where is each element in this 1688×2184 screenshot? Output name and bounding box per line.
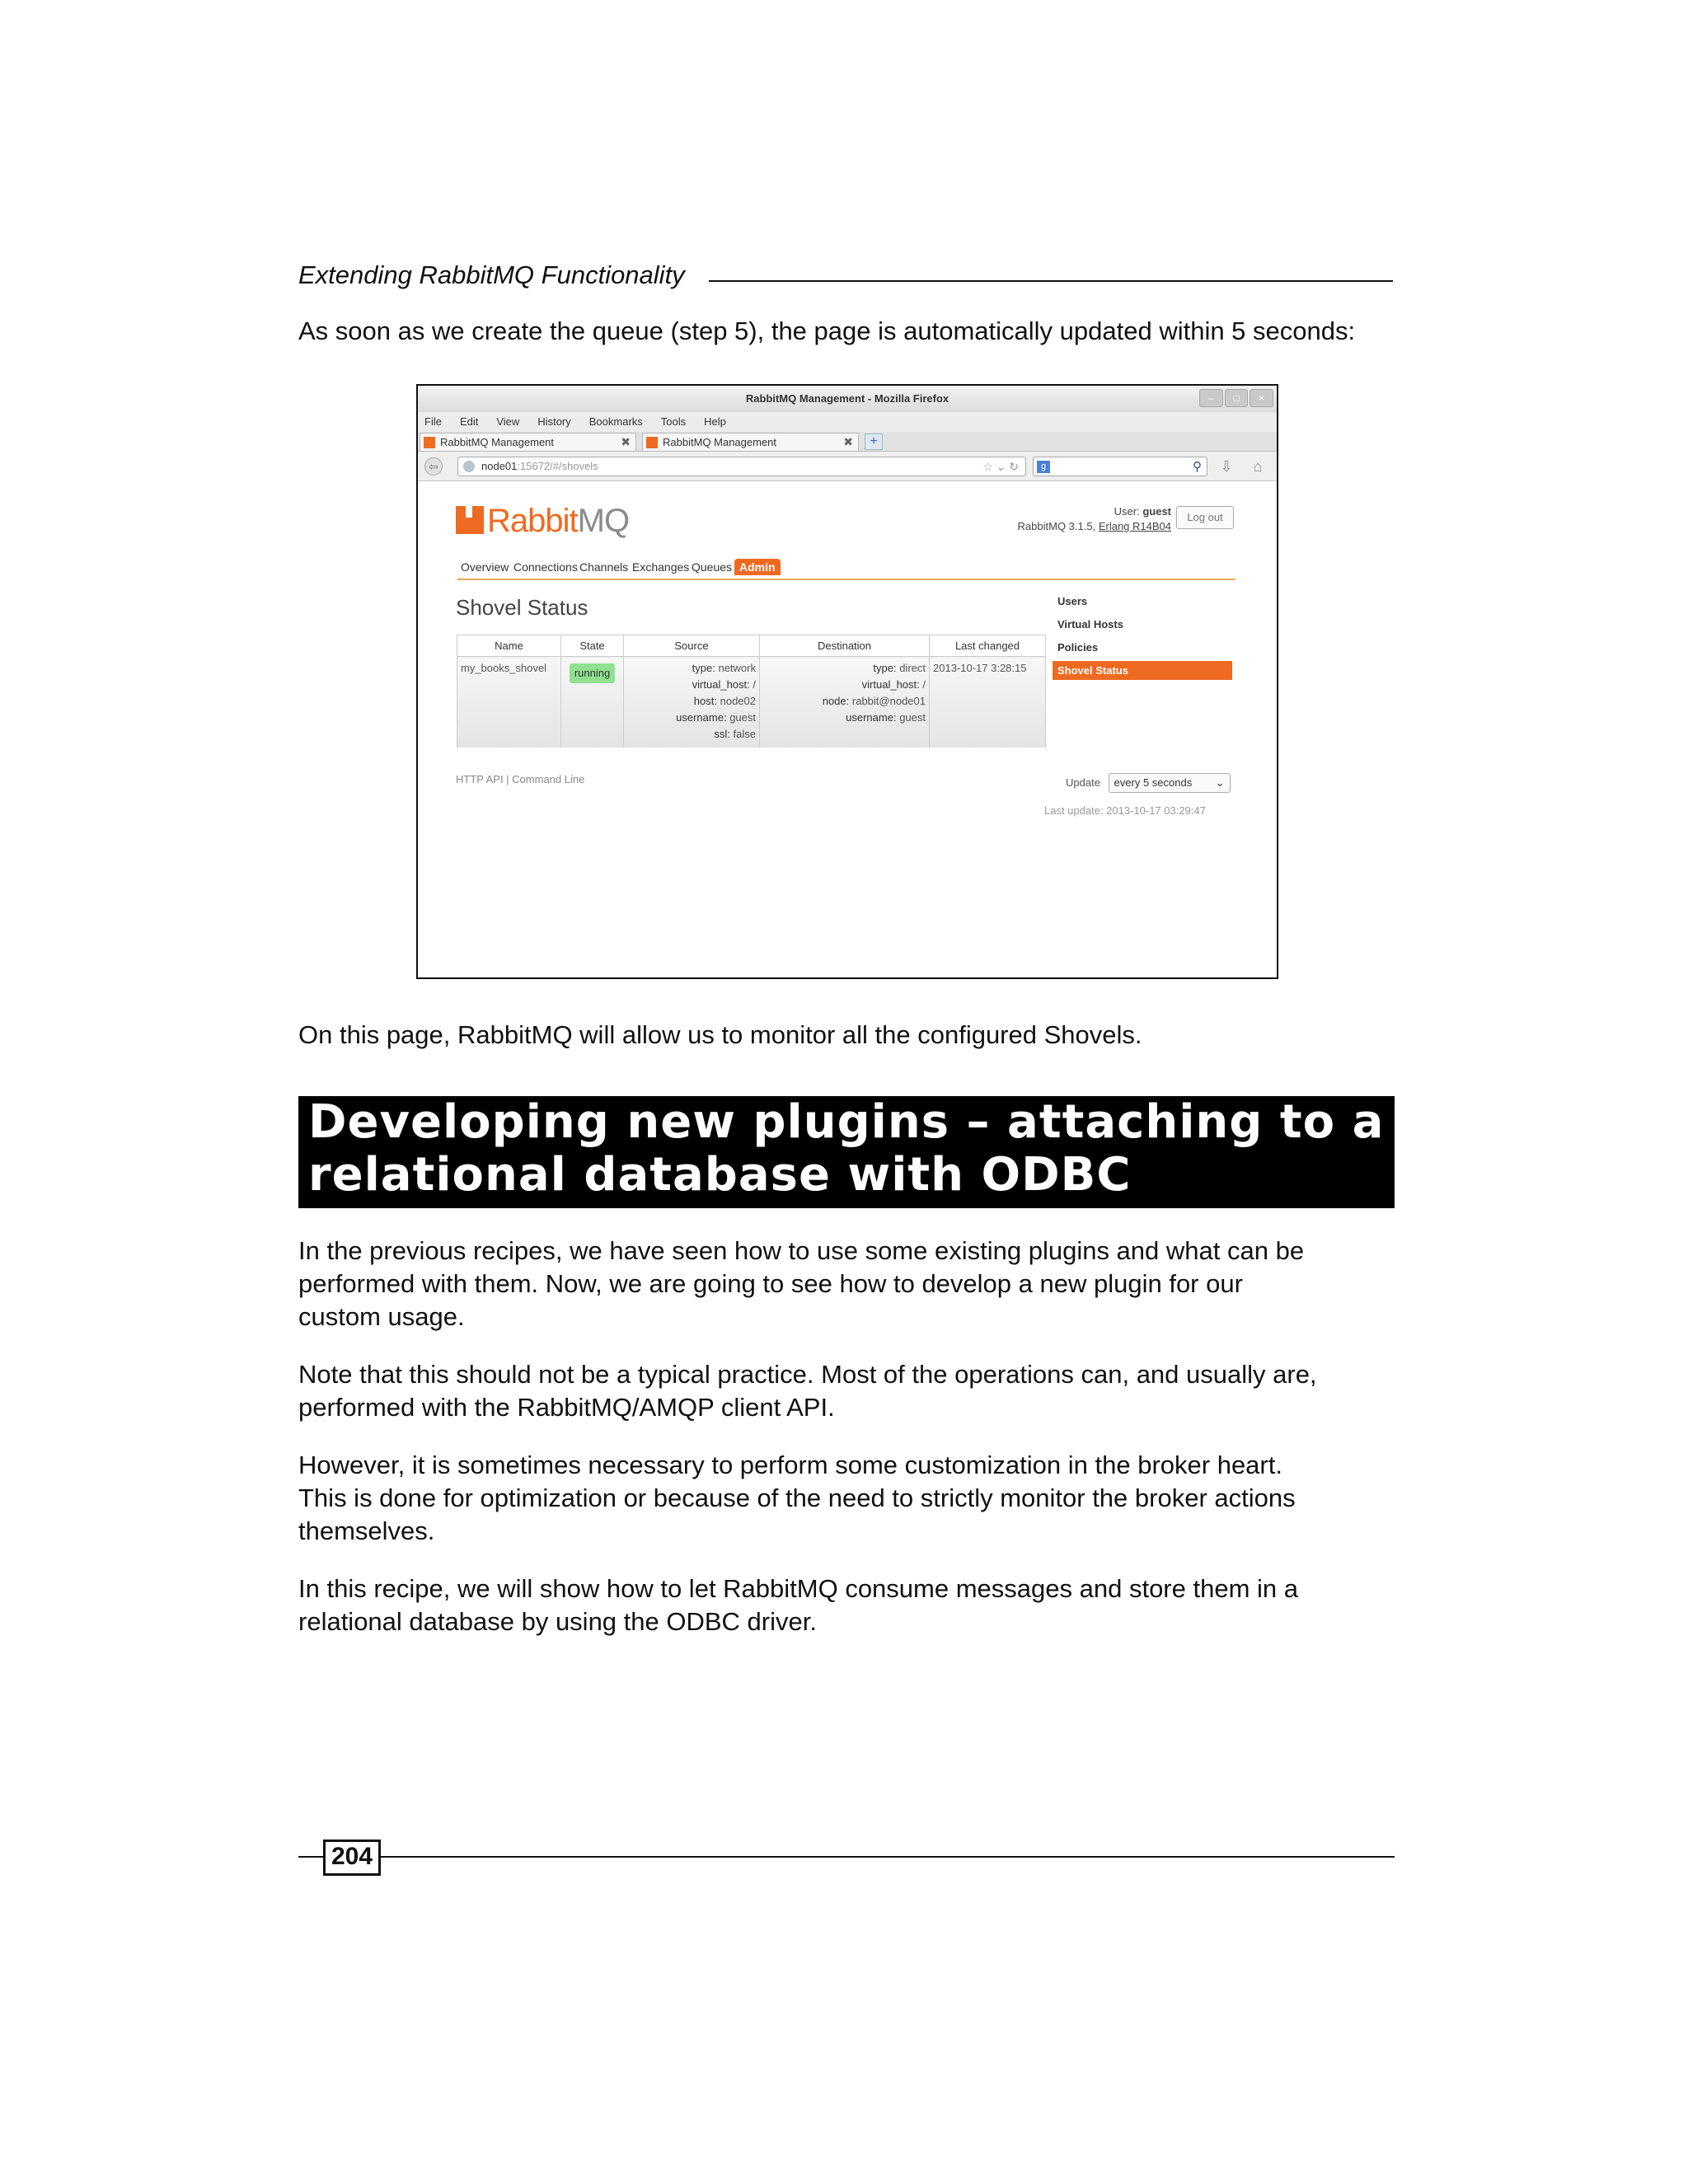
logo-rabbit-text: Rabbit [487,503,578,539]
search-bar[interactable] [1033,457,1207,476]
destination-key: username: [846,711,897,724]
update-label: Update [1066,776,1100,789]
menu-bookmarks[interactable]: Bookmarks [588,415,643,428]
home-icon[interactable]: ⌂ [1253,458,1263,475]
column-header-state[interactable]: State [561,635,624,657]
cell-destination [760,657,930,748]
source-key: ssl: [714,728,730,740]
column-header-destination[interactable]: Destination [760,635,930,657]
after-figure-paragraph: On this page, RabbitMQ will allow us to monitor all the configured Shovels. [298,1020,1142,1049]
destination-key: type: [873,662,897,674]
table-header-row [457,635,1046,657]
update-control [1066,773,1231,793]
body-paragraph-4: In this recipe, we will show how to let RabbitMQ consume messages and store them in a relational database by using the ODBC driver. [298,1574,1298,1636]
tab-exchanges[interactable]: Exchanges [632,560,690,574]
column-header-last-changed[interactable]: Last changed [930,635,1046,657]
column-header-source[interactable]: Source [624,635,760,657]
body-paragraph-2: Note that this should not be a typical practice. Most of the operations can, and usually are, performed with the RabbitMQ/AMQP client API. [298,1360,1317,1422]
close-tab-icon[interactable]: ✖ [843,435,853,448]
body-paragraph-1: In the previous recipes, we have seen how to use some existing plugins and what can be performed with them. Now, we are going to see how to develop a new plugin for our custom usage. [298,1236,1305,1331]
menu-help[interactable]: Help [704,415,726,428]
body-paragraph-3: However, it is sometimes necessary to perform some customization in the broker heart. This is done for optimization or because of the need to strictly monitor the broker actions themselves. [298,1451,1296,1545]
last-update-text: Last update: 2013-10-17 03:29:47 [1044,804,1206,817]
column-header-name[interactable]: Name [457,635,561,657]
rabbitmq-logo-icon [456,506,484,534]
destination-value: rabbit@node01 [851,695,926,707]
footer-rule [298,1856,1395,1858]
source-key: username: [676,711,727,724]
back-arrow-icon[interactable]: ⇦ [424,457,443,476]
rabbitmq-favicon-icon [646,437,658,448]
destination-value: / [922,678,926,691]
menu-file[interactable]: File [424,415,442,428]
menu-tools[interactable]: Tools [660,415,687,428]
sidebar-item-shovel-status[interactable]: Shovel Status [1053,661,1232,680]
user-info [1018,504,1171,534]
shovel-table [457,635,1046,748]
browser-screenshot [416,384,1278,979]
update-interval-value: every 5 seconds [1114,776,1193,789]
tab-overview[interactable]: Overview [461,560,509,574]
window-title: RabbitMQ Management - Mozilla Firefox [418,386,1277,412]
sidebar-item-users[interactable]: Users [1057,595,1088,607]
source-key: virtual_host: [692,678,750,691]
status-badge: running [570,663,615,683]
sidebar-item-virtual-hosts[interactable]: Virtual Hosts [1057,618,1123,630]
maximize-icon[interactable]: □ [1225,389,1249,407]
chevron-down-icon: ⌄ [1215,776,1225,789]
source-value: false [733,728,756,740]
rabbitmq-favicon-icon [424,437,435,448]
close-tab-icon[interactable]: ✖ [621,435,631,448]
search-icon[interactable]: ⚲ [1193,460,1202,474]
cell-state [561,657,624,748]
table-row[interactable] [457,657,1046,748]
globe-icon [463,461,475,472]
section-heading-box [298,1096,1395,1208]
menu-view[interactable]: View [496,415,520,428]
download-icon[interactable]: ⇩ [1220,458,1233,475]
command-line-link[interactable]: Command Line [512,773,585,785]
update-interval-select[interactable] [1109,773,1231,793]
source-value: guest [729,711,756,724]
cell-name: my_books_shovel [457,657,561,748]
url-host: node01 [481,460,518,472]
logo-mq-text: MQ [577,503,630,539]
sidebar-item-policies[interactable]: Policies [1057,641,1099,654]
user-name: guest [1142,505,1171,518]
source-key: host: [693,695,717,707]
version-text: RabbitMQ 3.1.5, [1017,520,1096,532]
cell-source [624,657,760,748]
source-key: type: [692,662,715,674]
source-value: network [718,662,756,674]
menu-edit[interactable]: Edit [459,415,479,428]
destination-key: virtual_host: [861,678,920,691]
running-head: Extending RabbitMQ Functionality [298,260,685,289]
tab-queues[interactable]: Queues [692,560,733,574]
bookmark-star-icon[interactable]: ☆ ⌄ ↻ [982,460,1019,473]
new-tab-icon[interactable]: + [865,434,883,450]
section-heading-line-1: Developing new plugins – attaching to a [308,1095,1385,1149]
browser-tab-label: RabbitMQ Management [663,436,777,448]
page-title: Shovel Status [456,595,588,620]
erlang-link[interactable]: Erlang R14B04 [1098,520,1171,532]
browser-tab-2[interactable] [642,433,859,452]
menu-bar [418,412,1277,432]
cell-last-changed: 2013-10-17 3:28:15 [930,657,1046,748]
http-api-link[interactable]: HTTP API [456,773,504,785]
footer-links: HTTP API | Command Line [456,773,585,785]
window-controls [1199,389,1273,407]
destination-value: guest [899,711,926,724]
navigation-bar [418,452,1277,481]
destination-key: node: [822,695,850,707]
source-value: node02 [720,695,756,707]
rabbitmq-logo [456,503,629,540]
source-value: / [753,678,756,691]
user-label: User: [1114,505,1140,518]
destination-value: direct [899,662,926,674]
section-heading-line-2: relational database with ODBC [308,1148,1132,1202]
tab-channels[interactable]: Channels [579,560,629,574]
intro-paragraph: As soon as we create the queue (step 5), the page is automatically updated within 5 seconds: [298,316,1356,345]
page-number: 204 [323,1840,381,1876]
url-path: :15672/#/shovels [517,460,598,472]
google-search-icon: g [1037,461,1050,473]
browser-tab-1[interactable] [420,433,636,452]
tab-bar [418,432,1277,452]
minimize-icon[interactable]: – [1199,389,1223,407]
menu-history[interactable]: History [537,415,571,428]
logout-button[interactable]: Log out [1176,506,1234,529]
close-icon[interactable]: × [1250,389,1273,407]
browser-tab-label: RabbitMQ Management [440,436,555,448]
tab-connections[interactable]: Connections [513,560,578,574]
header-rule [709,280,1393,282]
tab-admin[interactable]: Admin [734,559,781,575]
url-bar[interactable] [457,457,1026,476]
section-heading [308,1096,1384,1202]
rabbitmq-nav-tabs [457,559,1236,580]
